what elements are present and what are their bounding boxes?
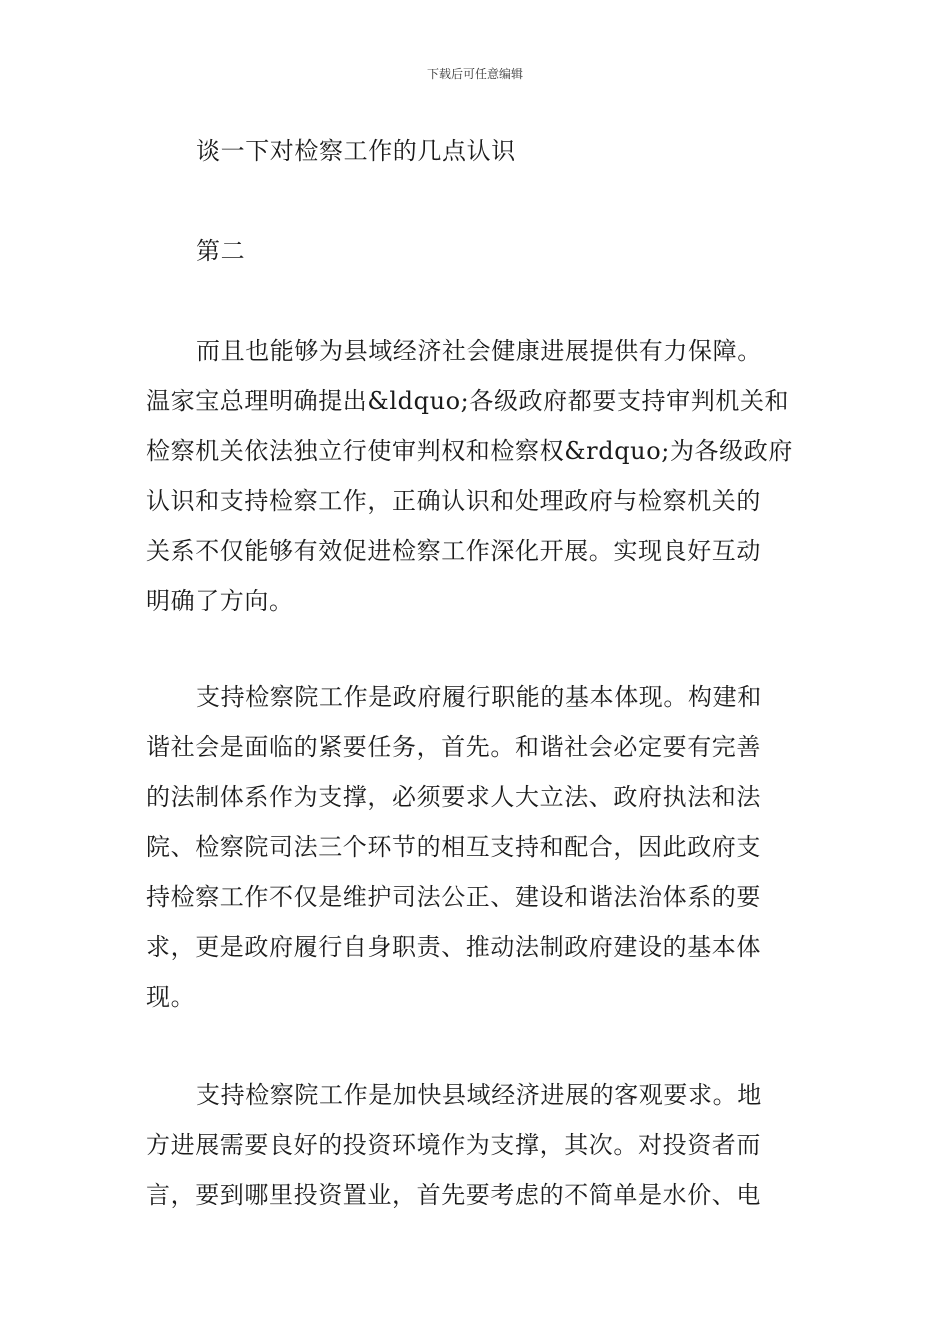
paragraph-line: 方进展需要良好的投资环境作为支撑，其次。对投资者而 <box>146 1131 761 1159</box>
header-note: 下载后可任意编辑 <box>426 67 523 81</box>
document-title: 谈一下对检察工作的几点认识 <box>196 137 516 165</box>
paragraph-line: 言，要到哪里投资置业，首先要考虑的不简单是水价、电 <box>146 1181 761 1209</box>
paragraph-line: 的法制体系作为支撑，必须要求人大立法、政府执法和法 <box>146 783 761 811</box>
paragraph-line: 支持检察院工作是政府履行职能的基本体现。构建和 <box>196 683 762 711</box>
paragraph-line: 温家宝总理明确提出&ldquo;各级政府都要支持审判机关和 <box>146 387 790 415</box>
paragraph-line: 关系不仅能够有效促进检察工作深化开展。实现良好互动 <box>146 537 761 565</box>
paragraph-line: 谐社会是面临的紧要任务，首先。和谐社会必定要有完善 <box>146 733 761 761</box>
paragraph-line: 现。 <box>146 983 196 1011</box>
paragraph-line: 院、检察院司法三个环节的相互支持和配合，因此政府支 <box>146 833 761 861</box>
paragraph-line: 持检察工作不仅是维护司法公正、建设和谐法治体系的要 <box>146 883 761 911</box>
paragraph-line: 认识和支持检察工作，正确认识和处理政府与检察机关的 <box>146 487 761 515</box>
section-label: 第二 <box>196 237 246 265</box>
paragraph-line: 求，更是政府履行自身职责、推动法制政府建设的基本体 <box>146 933 761 961</box>
paragraph-line: 检察机关依法独立行使审判权和检察权&rdquo;为各级政府 <box>146 437 793 465</box>
paragraph-line: 明确了方向。 <box>146 587 294 615</box>
paragraph-line: 支持检察院工作是加快县域经济进展的客观要求。地 <box>196 1081 762 1109</box>
paragraph-line: 而且也能够为县域经济社会健康进展提供有力保障。 <box>196 337 762 365</box>
